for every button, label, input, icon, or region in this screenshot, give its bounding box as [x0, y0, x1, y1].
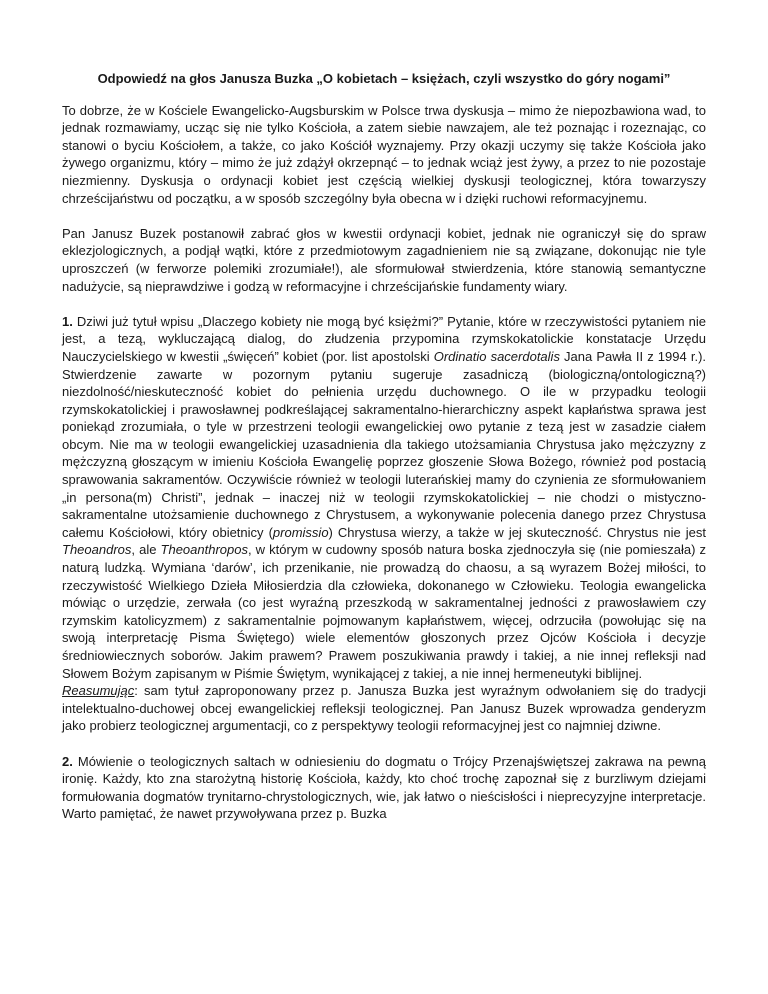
- text-run: , ale: [131, 542, 161, 558]
- paragraph-point-1: [62, 313, 706, 735]
- text-run: Mówienie o teologicznych saltach w odniesieniu do dogmatu o Trójcy Przenajświętszej zakrawa na pewną ironię. Każdy, kto zna starożytną historię Kościoła, każdy, kto choć trochę zapoznał się z burzliwym dziejami formułowania dogmatów trynitarno-chrystologicznych, wie, jak łatwo o nieścisłości i nieprecyzyjne interpretacje. Warto pamiętać, że nawet przywoływana przez p. Buzka: [62, 753, 706, 822]
- text-run: : sam tytuł zaproponowany przez p. Janusza Buzka jest wyraźnym odwołaniem się do tradycji intelektualno-duchowej obcej ewangelickiej refleksji teologicznej. Pan Janusz Buzek wprowadza genderyzm jako probierz teologicznej argumentacji, co z perspektywy teologii reformacyjnej jest co najmniej dziwne.: [62, 683, 706, 734]
- italic-run: promissio: [272, 524, 329, 540]
- text-run: Jana Pawła II z 1994 r.). Stwierdzenie zawarte w pozornym pytaniu sugeruje zasadniczą (biologiczną/ontologiczną?) niezdolność/nieskuteczność kobiet do pełnienia urzędu duchownego. O ile w przypadku teologii rzymskokatolickiej i prawosławnej podkreślającej sakramentalno-hierarchiczny aspekt kapłaństwa sprawa jest poniekąd zrozumiała, o tyle w przestrzeni teologii ewangelickiej owo pytanie z tezą jest w zasadzie ciałem obcym. Nie ma w teologii ewangelickiej uzasadnienia dla takiego utożsamiania Chrystusa jako mężczyzny z mężczyzną głoszącym w imieniu Kościoła Ewangelię poprzez głoszenie Słowa Bożego, również pod postacią sprawowania sakramentów. Oczywiście również w teologii luterańskiej mamy do czynienia ze sformułowaniem „in persona(m) Christi”, jednak – inaczej niż w teologii rzymskokatolickiej – nie chodzi o mistyczno-sakramentalne utożsamienie duchownego z Chrystusem, a wykonywanie polecenia danego przez Chrystusa całemu Kościołowi, który obietnicy (: [62, 348, 707, 540]
- italic-run: Theoandros: [62, 542, 132, 558]
- paragraph-intro: To dobrze, że w Kościele Ewangelicko-Augsburskim w Polsce trwa dyskusja – mimo że niepozbawiona wad, to jednak rozmawiamy, ucząc się nie tylko Kościoła, a zatem siebie nawzajem, ale też poznając i rozeznając, co stanowi o byciu Kościołem, a także, co jako Kościół wyznajemy. Przy okazji uczymy się także Kościoła jako żywego organizmu, który – mimo że już zdążył okrzepnąć – to jednak wciąż jest żywy, a przez to nie pozostaje niezmienny. Dyskusja o ordynacji kobiet jest częścią wielkiej dyskusji teologicznej, która towarzyszy chrześcijaństwu od początku, a w sposób szczególny była obecna w i dzięki ruchowi reformacyjnemu.: [62, 102, 706, 206]
- italic-run: Theoanthropos: [160, 542, 248, 558]
- point-number: 2.: [62, 753, 73, 769]
- paragraph-point-2: [62, 753, 706, 823]
- text-run: ) Chrystusa wierzy, a także w jej skuteczność. Chrystus nie jest: [328, 524, 706, 540]
- text-run: Dziwi już tytuł wpisu „Dlaczego kobiety nie mogą być księżmi?” Pytanie, które w rzeczywistości pytaniem nie jest, a tezą, wykluczającą dialog, do złudzenia przypomina rzymskokatolickie konstatacje Urzędu Nauczycielskiego w kwestii „święceń” kobiet (por. list apostolski: [62, 313, 706, 364]
- point-number: 1.: [62, 313, 73, 329]
- paragraph-second: Pan Janusz Buzek postanowił zabrać głos w kwestii ordynacji kobiet, jednak nie ograniczył się do spraw eklezjologicznych, a podjął wątki, które z przedmiotowym zagadnieniem nie są związane, dokonując nie tyle uproszczeń (w ferworze polemiki zrozumiałe!), ale sformułował stwierdzenia, które stanowią semantyczne nadużycie, są nieprawdziwe i godzą w reformacyjne i chrześcijańskie fundamenty wiary.: [62, 225, 706, 294]
- italic-run: Ordinatio sacerdotalis: [433, 348, 560, 364]
- resume-label: Reasumując: [62, 683, 135, 699]
- document-title: Odpowiedź na głos Janusza Buzka „O kobietach – księżach, czyli wszystko do góry nogami”: [97, 71, 671, 86]
- text-run: , w którym w cudowny sposób natura boska zjednoczyła się (nie pomieszała) z naturą ludzką. Wymiana ‘darów’, ich przenikanie, nie prowadzą do chaosu, a są wyrazem Bożej miłości, to rzeczywistość Wielkiego Dzieła Miłosierdzia dla człowieka, dokonanego w Człowieku. Teologia ewangelicka mówiąc o urzędzie, zerwała (co jest wyraźną przeszkodą w sakramentalnej jedności z prawosławiem czy rzymskim katolicyzmem) z sakramentalnie pojmowanym kapłaństwem, więcej, odrzuciła (powołując się na swoją interpretację Pisma Świętego) wiele elementów głoszonych przez Ojców Kościoła i decyzje średniowiecznych soborów. Jakim prawem? Prawem poszukiwania prawdy i takiej, a nie innej refleksji nad Słowem Bożym zapisanym w Piśmie Świętym, wynikającej z takiej, a nie innej hermeneutyki biblijnej.: [62, 542, 706, 681]
